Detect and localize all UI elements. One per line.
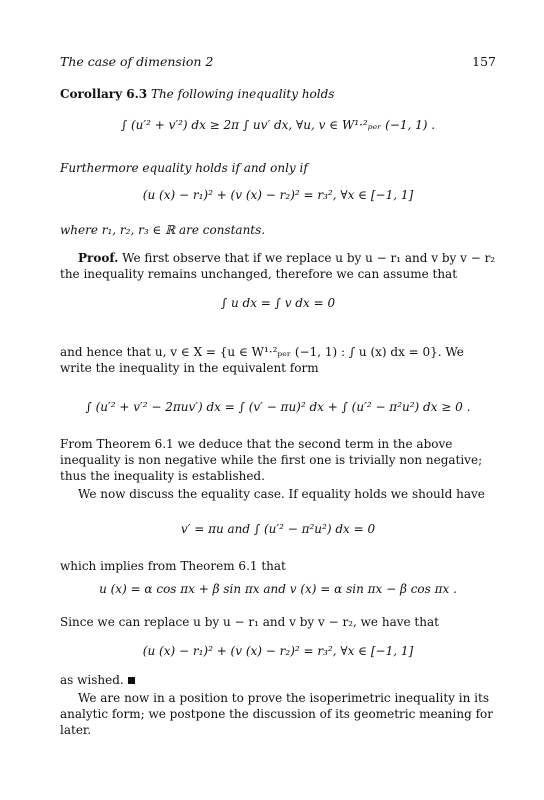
closing-paragraph: We are now in a position to prove the isoperimetric inequality in its analytic form; we postpone the discussion of its geometric meaning for later. [60, 691, 493, 737]
qed-square-icon [128, 677, 135, 684]
proof-paragraph-6: Since we can replace u by u − r₁ and v by v − r₂, we have that [60, 615, 439, 629]
equation-circle-final: (u (x) − r₁)² + (v (x) − r₂)² = r₃², ∀x ∈ [−1, 1] [142, 644, 414, 658]
furthermore-text: Furthermore equality holds if and only if [60, 161, 308, 175]
equation-inequality: ∫ (u′² + v′²) dx ≥ 2π ∫ uv′ dx, ∀u, v ∈ W¹·²ₚₑᵣ (−1, 1) . [120, 118, 436, 132]
equation-circle: (u (x) − r₁)² + (v (x) − r₂)² = r₃², ∀x ∈ [−1, 1] [142, 188, 414, 202]
proof-paragraph-7: as wished. [60, 672, 496, 688]
equation-equality-case: v′ = πu and ∫ (u′² − π²u²) dx = 0 [180, 522, 376, 536]
corollary-label: Corollary 6.3 [60, 87, 148, 101]
proof-text-1: We first observe that if we replace u by u − r₁ and v by v − r₂ the inequality remains unchanged, therefore we can assume that [60, 251, 496, 281]
running-title: The case of dimension 2 [60, 54, 214, 69]
running-header [60, 54, 496, 69]
equation-zero-mean: ∫ u dx = ∫ v dx = 0 [220, 296, 336, 310]
corollary-statement: The following inequality holds [150, 87, 335, 101]
proof-paragraph-4: We now discuss the equality case. If equality holds we should have [78, 487, 485, 501]
page-number: 157 [472, 54, 496, 69]
equation-equivalent-form: ∫ (u′² + v′² − 2πuv′) dx = ∫ (v′ − πu)² dx + ∫ (u′² − π²u²) dx ≥ 0 . [85, 400, 471, 414]
proof-paragraph-5: which implies from Theorem 6.1 that [60, 559, 286, 573]
corollary-heading [60, 86, 496, 102]
equation-solutions: u (x) = α cos πx + β sin πx and v (x) = α sin πx − β cos πx . [99, 582, 457, 596]
proof-paragraph-1 [60, 250, 496, 282]
where-text: where r₁, r₂, r₃ ∈ ℝ are constants. [60, 223, 266, 237]
proof-paragraph-3: From Theorem 6.1 we deduce that the second term in the above inequality is non negative while the first one is trivially non negative; thus the inequality is established. [60, 437, 483, 483]
proof-label: Proof. [78, 251, 119, 265]
proof-paragraph-2: and hence that u, v ∈ X = {u ∈ W¹·²ₚₑᵣ (−1, 1) : ∫ u (x) dx = 0}. We write the inequality in the equivalent form [60, 345, 464, 375]
